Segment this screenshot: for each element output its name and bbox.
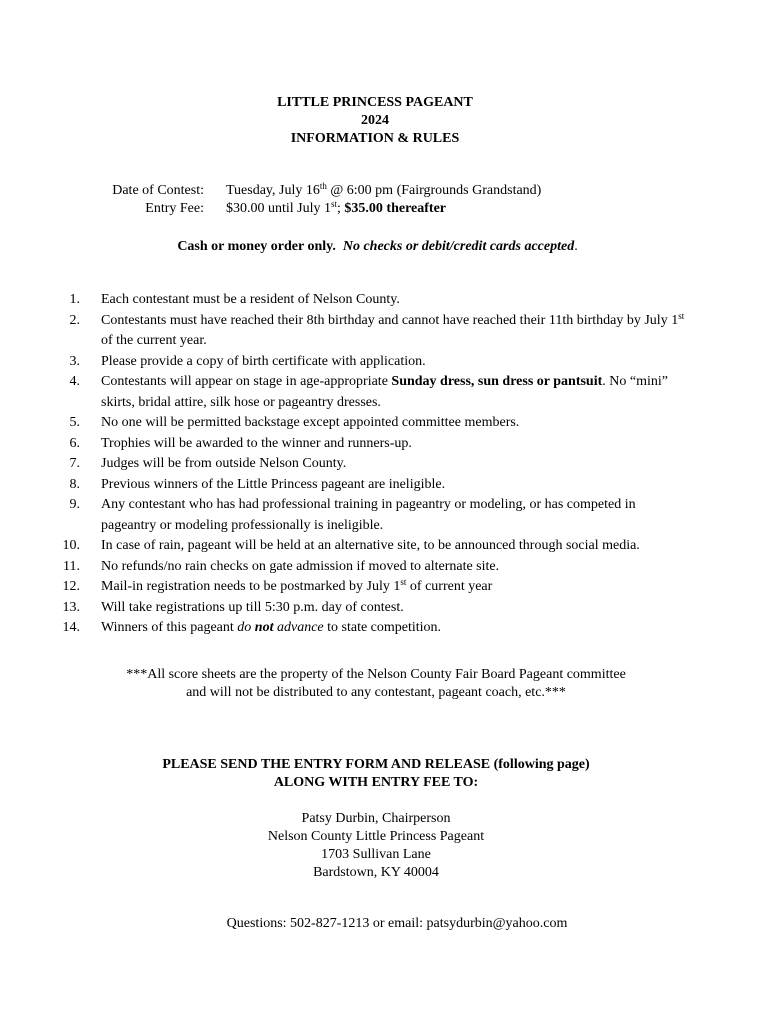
rule-item <box>0 413 770 434</box>
rule-item <box>0 618 770 639</box>
rule-text: Previous winners of the Little Princess pageant are ineligible. <box>101 476 446 492</box>
rule-number: 3. <box>69 353 80 369</box>
rule-item <box>0 475 770 496</box>
mailing-address <box>0 810 752 882</box>
rule-text-part: . No “mini” skirts, bridal attire, silk hose or pageantry dresses. <box>101 374 668 410</box>
contest-date-time: @ 6:00 pm (Fairgrounds Grandstand) <box>326 183 542 198</box>
document-title: LITTLE PRINCESS PAGEANT <box>277 95 473 110</box>
score-sheet-notice <box>0 666 752 702</box>
entry-fee-late: $35.00 thereafter <box>344 201 447 216</box>
rule-number: 2. <box>69 312 80 328</box>
send-instructions <box>0 756 752 792</box>
rule-item <box>0 352 770 373</box>
rule-text: Will take registrations up till 5:30 p.m. day of contest. <box>101 599 404 615</box>
title-block <box>0 94 750 148</box>
rule-text-part: of the current year. <box>101 333 207 348</box>
rule-number: 10. <box>62 538 80 553</box>
rule-number: 12. <box>62 579 80 594</box>
rule-text-strong: not <box>254 620 274 635</box>
rule-text: Any contestant who has had professional training in pageantry or modeling, or has competed in pageantry or modeling professionally is ineligible. <box>101 497 636 533</box>
address-city: Bardstown, KY 40004 <box>313 865 439 880</box>
rule-text-part: Winners of this pageant <box>101 620 238 635</box>
rule-number: 5. <box>69 415 80 430</box>
rule-text <box>101 372 691 413</box>
payment-period: . <box>574 239 578 254</box>
rule-number: 14. <box>62 620 80 635</box>
rule-text: Please provide a copy of birth certificate with application. <box>101 353 426 369</box>
payment-not-accepted: No checks or debit/credit cards accepted <box>342 239 575 254</box>
rule-number: 9. <box>69 497 80 512</box>
rule-text-suffix: st <box>400 577 407 587</box>
entry-fee-row <box>0 200 770 218</box>
rule-text <box>101 618 691 639</box>
rule-text-suffix: st <box>678 310 685 321</box>
contest-details <box>0 182 770 218</box>
rule-text-part: Contestants will appear on stage in age-appropriate <box>101 374 392 389</box>
rule-item <box>0 434 770 455</box>
rule-text-part: Mail-in registration needs to be postmarked by July 1 <box>101 579 401 594</box>
rule-text <box>101 577 691 598</box>
document-year: 2024 <box>361 113 389 128</box>
entry-fee-text: $30.00 until July 1 <box>226 201 332 216</box>
rule-text-part: Contestants must have reached their 8th birthday and cannot have reached their 11th birthday by July 1 <box>101 312 679 328</box>
entry-fee-suffix: st <box>331 199 338 209</box>
entry-fee-label: Entry Fee: <box>145 201 204 216</box>
payment-note <box>0 238 755 256</box>
address-street: 1703 Sullivan Lane <box>321 847 431 862</box>
rule-text: Trophies will be awarded to the winner and runners-up. <box>101 435 412 451</box>
rule-item <box>0 598 770 619</box>
rule-text: No refunds/no rain checks on gate admission if moved to alternate site. <box>101 558 500 574</box>
rule-number: 6. <box>69 435 80 451</box>
address-organization: Nelson County Little Princess Pageant <box>267 829 485 844</box>
contact-line: Questions: 502-827-1213 or email: patsydurbin@yahoo.com <box>226 916 568 931</box>
rule-item <box>0 311 770 352</box>
rule-item <box>0 577 770 598</box>
document-subtitle: INFORMATION & RULES <box>290 131 460 146</box>
payment-accepted: Cash or money order only. <box>177 239 336 254</box>
contest-date-suffix: th <box>319 181 327 191</box>
rules-list <box>0 290 770 639</box>
entry-fee-separator: ; <box>337 201 345 216</box>
contest-date-label: Date of Contest: <box>112 183 204 198</box>
rule-item <box>0 495 770 536</box>
address-name: Patsy Durbin, Chairperson <box>301 811 451 826</box>
rule-number: 7. <box>69 456 80 471</box>
rule-item <box>0 454 770 475</box>
rule-text: Each contestant must be a resident of Nelson County. <box>101 292 400 307</box>
notice-line: and will not be distributed to any contestant, pageant coach, etc.*** <box>186 685 566 700</box>
rule-number: 13. <box>62 599 80 615</box>
rule-number: 1. <box>69 292 80 307</box>
rule-text: No one will be permitted backstage except appointed committee members. <box>101 415 520 430</box>
rule-item <box>0 536 770 557</box>
rule-text: In case of rain, pageant will be held at an alternative site, to be announced through social media. <box>101 538 640 553</box>
rule-text-emphasis: Sunday dress, sun dress or pantsuit <box>391 374 603 389</box>
rule-text: Judges will be from outside Nelson County. <box>101 456 347 471</box>
rule-item <box>0 557 770 578</box>
notice-line: ***All score sheets are the property of the Nelson County Fair Board Pageant committee <box>126 667 626 682</box>
contest-date-text: Tuesday, July 16 <box>226 183 320 198</box>
rule-text <box>101 311 691 352</box>
rule-item <box>0 290 770 311</box>
send-line: PLEASE SEND THE ENTRY FORM AND RELEASE (following page) <box>162 757 590 772</box>
rule-number: 11. <box>63 558 80 574</box>
rule-text-emphasis: advance <box>273 620 324 635</box>
contest-date-value <box>226 182 541 200</box>
rule-item <box>0 372 770 413</box>
rule-number: 4. <box>69 374 80 389</box>
rule-number: 8. <box>69 476 80 492</box>
send-line: ALONG WITH ENTRY FEE TO: <box>273 775 479 790</box>
rule-text-part: of current year <box>406 579 493 594</box>
rule-text-part: to state competition. <box>323 620 442 635</box>
rule-text-emphasis: do <box>237 620 255 635</box>
contest-date-row <box>0 182 770 200</box>
entry-fee-value <box>226 200 446 218</box>
